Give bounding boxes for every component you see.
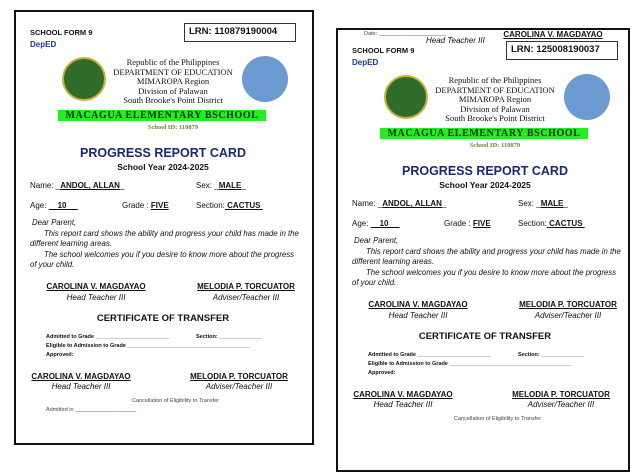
- grade-field: Grade : FIVE: [122, 201, 169, 210]
- adviser-role-2: Adviser/Teacher III: [527, 400, 595, 409]
- head-teacher-role: Head Teacher III: [66, 293, 126, 302]
- header-line: Division of Palawan: [460, 103, 530, 114]
- adviser-role: Adviser/Teacher III: [534, 311, 602, 320]
- certificate-title: CERTIFICATE OF TRANSFER: [418, 331, 552, 342]
- cancellation-label: Cancellation of Eligibility to Transfer: [454, 416, 542, 422]
- header-block: [395, 76, 595, 124]
- adviser-name-2: MELODIA P. TORCUATOR: [190, 372, 288, 381]
- age-field: Age: 10: [352, 219, 389, 228]
- certificate-title: CERTIFICATE OF TRANSFER: [96, 313, 230, 324]
- name-field: Name: _ANDOL, ALLAN_: [30, 181, 125, 190]
- sex-field: Sex: _MALE_: [518, 199, 568, 208]
- school-year: School Year 2024-2025: [439, 180, 531, 190]
- adviser-name: MELODIA P. TORCUATOR: [197, 282, 295, 291]
- head-teacher-role-2: Head Teacher III: [373, 400, 433, 409]
- header-block: [73, 58, 273, 106]
- admitted-to-grade: Admitted to Grade ________________________: [46, 334, 169, 340]
- head-teacher-role-2: Head Teacher III: [51, 382, 111, 391]
- header-line: DEPARTMENT OF EDUCATION: [435, 84, 555, 95]
- grade-field: Grade : FIVE: [444, 219, 491, 228]
- school-name: MACAGUA ELEMENTARY BSCHOOL: [380, 128, 588, 139]
- report-card-2: [336, 28, 630, 472]
- section-line: Section: ______________: [196, 334, 263, 340]
- lrn-box: LRN: 125008190037: [506, 41, 618, 60]
- head-teacher-name-2: CAROLINA V. MAGDAYAO: [31, 372, 131, 381]
- header-line: MIMAROPA Region: [136, 76, 210, 87]
- lrn-box: LRN: 110879190004: [184, 23, 296, 42]
- school-id: School ID: 110879: [147, 124, 199, 131]
- sex-field: Sex: _MALE_: [196, 181, 246, 190]
- school-form-label: SCHOOL FORM 9: [30, 28, 93, 37]
- section-field: Section: CACTUS: [518, 219, 583, 228]
- page-title: PROGRESS REPORT CARD: [402, 164, 568, 178]
- approved-label: Approved:: [368, 370, 396, 376]
- adviser-name-2: MELODIA P. TORCUATOR: [512, 390, 610, 399]
- deped-logo: DepED: [30, 40, 57, 49]
- cancellation-label: Cancellation of Eligibility to Transfer: [132, 398, 220, 404]
- header-line: Division of Palawan: [138, 85, 208, 96]
- eligible-line: Eligible to Admission to Grade ________________________________________: [368, 361, 572, 367]
- page-title: PROGRESS REPORT CARD: [80, 146, 246, 160]
- deped-logo: DepED: [352, 58, 379, 67]
- approved-label: Approved:: [46, 352, 74, 358]
- overflow-head-name: CAROLINA V. MAGDAYAO: [503, 30, 603, 39]
- parent-letter: Dear Parent, This report card shows the ability and progress your child has made in the different learning areas. The school welcomes you if you desire to know more about the progress of your child.: [30, 218, 299, 269]
- adviser-name: MELODIA P. TORCUATOR: [519, 300, 617, 309]
- overflow-head-role: Head Teacher III: [426, 36, 485, 45]
- school-form-label: SCHOOL FORM 9: [352, 46, 415, 55]
- school-year: School Year 2024-2025: [117, 162, 209, 172]
- header-line: South Brooke's Point District: [123, 95, 223, 106]
- header-line: Republic of the Philippines: [126, 57, 220, 67]
- school-id: School ID: 110879: [469, 142, 521, 149]
- overflow-date: Date: ______________________: [364, 31, 446, 37]
- parent-letter: Dear Parent, This report card shows the ability and progress your child has made in the different learning areas. The school welcomes you if you desire to know more about the progress of your child.: [352, 236, 621, 287]
- header-line: South Brooke's Point District: [445, 113, 545, 124]
- admitted-in-line: Admitted in ____________________: [46, 407, 137, 413]
- header-line: MIMAROPA Region: [458, 94, 532, 105]
- section-line: Section: ______________: [518, 352, 585, 358]
- adviser-role: Adviser/Teacher III: [212, 293, 280, 302]
- section-field: Section: CACTUS: [196, 201, 261, 210]
- school-name: MACAGUA ELEMENTARY BSCHOOL: [58, 110, 266, 121]
- admitted-to-grade: Admitted to Grade ________________________: [368, 352, 491, 358]
- head-teacher-name: CAROLINA V. MAGDAYAO: [46, 282, 146, 291]
- adviser-role-2: Adviser/Teacher III: [205, 382, 273, 391]
- header-line: DEPARTMENT OF EDUCATION: [113, 66, 233, 77]
- name-field: Name: _ANDOL, ALLAN_: [352, 199, 447, 208]
- eligible-line: Eligible to Admission to Grade ________________________________________: [46, 343, 250, 349]
- header-line: Republic of the Philippines: [448, 75, 542, 85]
- head-teacher-role: Head Teacher III: [388, 311, 448, 320]
- report-card-1: [14, 10, 314, 445]
- head-teacher-name: CAROLINA V. MAGDAYAO: [368, 300, 468, 309]
- age-field: Age: 10: [30, 201, 67, 210]
- head-teacher-name-2: CAROLINA V. MAGDAYAO: [353, 390, 453, 399]
